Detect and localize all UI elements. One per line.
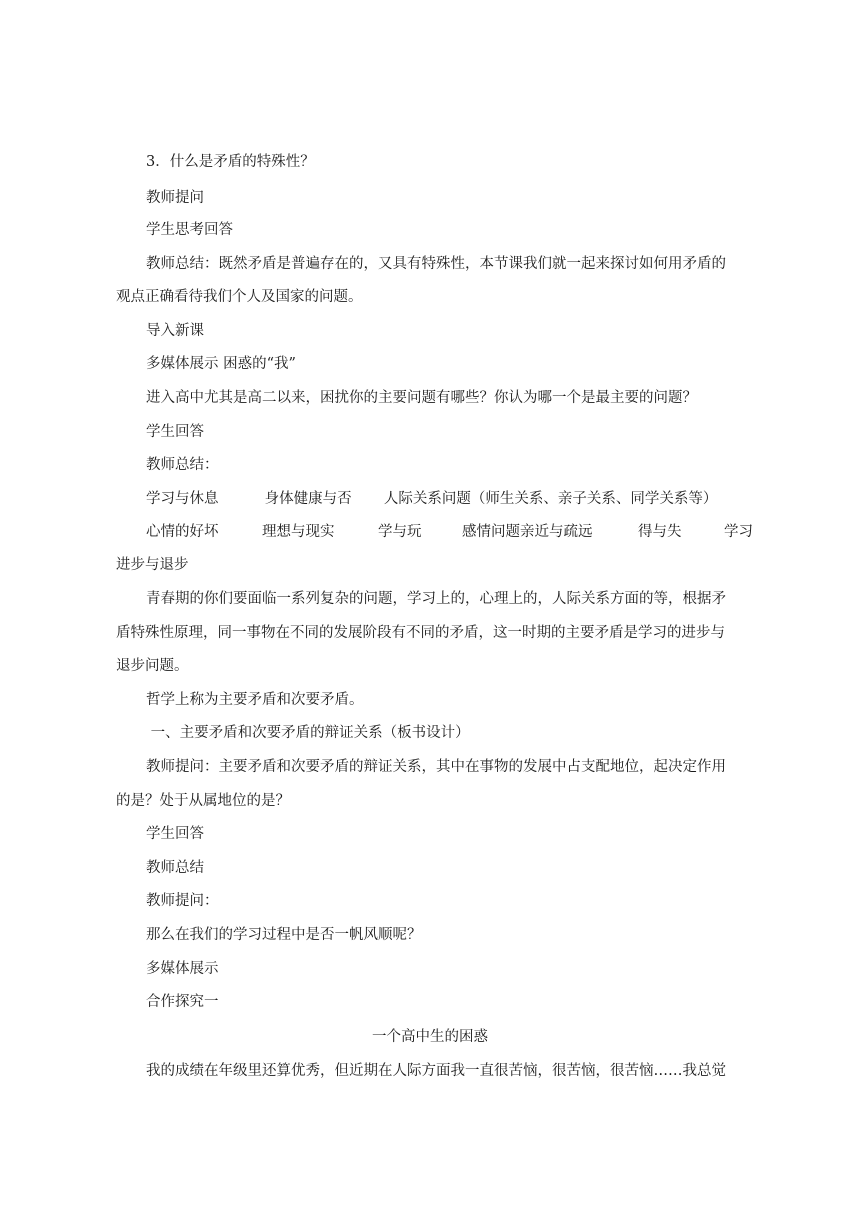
paragraph: 教师提问: [146, 190, 204, 206]
paragraph: 学生思考回答: [146, 222, 233, 238]
paragraph: 教师总结：: [146, 457, 219, 473]
paragraph: 多媒体展示 困惑的“我”: [146, 356, 296, 372]
paragraph: 教师总结：既然矛盾是普遍存在的，又具有特殊性，本节课我们就一起来探讨如何用矛盾的: [146, 256, 726, 272]
list-item: 学习: [724, 524, 753, 540]
paragraph: 那么在我们的学习过程中是否一帆风顺呢？: [146, 927, 422, 943]
list-item: 得与失: [638, 524, 682, 540]
paragraph: 导入新课: [146, 323, 204, 339]
paragraph-continuation: 退步问题。: [116, 658, 189, 674]
paragraph: 教师提问：主要矛盾和次要矛盾的辩证关系，其中在事物的发展中占支配地位，起决定作用: [146, 759, 726, 775]
paragraph: 教师提问：: [146, 893, 219, 909]
centered-title: 一个高中生的困惑: [372, 1029, 488, 1045]
paragraph: 学习与休息 身体健康与否 人际关系问题（师生关系、亲子关系、同学关系等）: [146, 491, 718, 507]
list-item: 理想与现实: [262, 524, 335, 540]
paragraph: 学生回答: [146, 424, 204, 440]
paragraph-continuation: 观点正确看待我们个人及国家的问题。: [116, 289, 363, 305]
paragraph: 进入高中尤其是高二以来，困扰你的主要问题有哪些？你认为哪一个是最主要的问题？: [146, 390, 697, 406]
paragraph: 青春期的你们要面临一系列复杂的问题，学习上的，心理上的，人际关系方面的等，根据矛: [146, 591, 726, 607]
paragraph: 教师总结: [146, 860, 204, 876]
paragraph-continuation: 盾特殊性原理，同一事物在不同的发展阶段有不同的矛盾，这一时期的主要矛盾是学习的进步与: [116, 625, 725, 641]
list-item: 心情的好坏: [146, 524, 219, 540]
paragraph-continuation: 进步与退步: [116, 557, 189, 573]
list-item: 学与玩: [378, 524, 422, 540]
paragraph-continuation: 的是？处于从属地位的是？: [116, 793, 290, 809]
question-heading: 3．什么是矛盾的特殊性？: [146, 154, 315, 170]
paragraph: 我的成绩在年级里还算优秀，但近期在人际方面我一直很苦恼，很苦恼，很苦恼……我总觉: [146, 1063, 726, 1079]
paragraph: 多媒体展示: [146, 961, 219, 977]
paragraph: 合作探究一: [146, 994, 219, 1010]
section-heading: 一、主要矛盾和次要矛盾的辩证关系（板书设计）: [146, 725, 470, 741]
paragraph: 学生回答: [146, 826, 204, 842]
paragraph: 哲学上称为主要矛盾和次要矛盾。: [146, 692, 364, 708]
list-item: 感情问题亲近与疏远: [462, 524, 593, 540]
